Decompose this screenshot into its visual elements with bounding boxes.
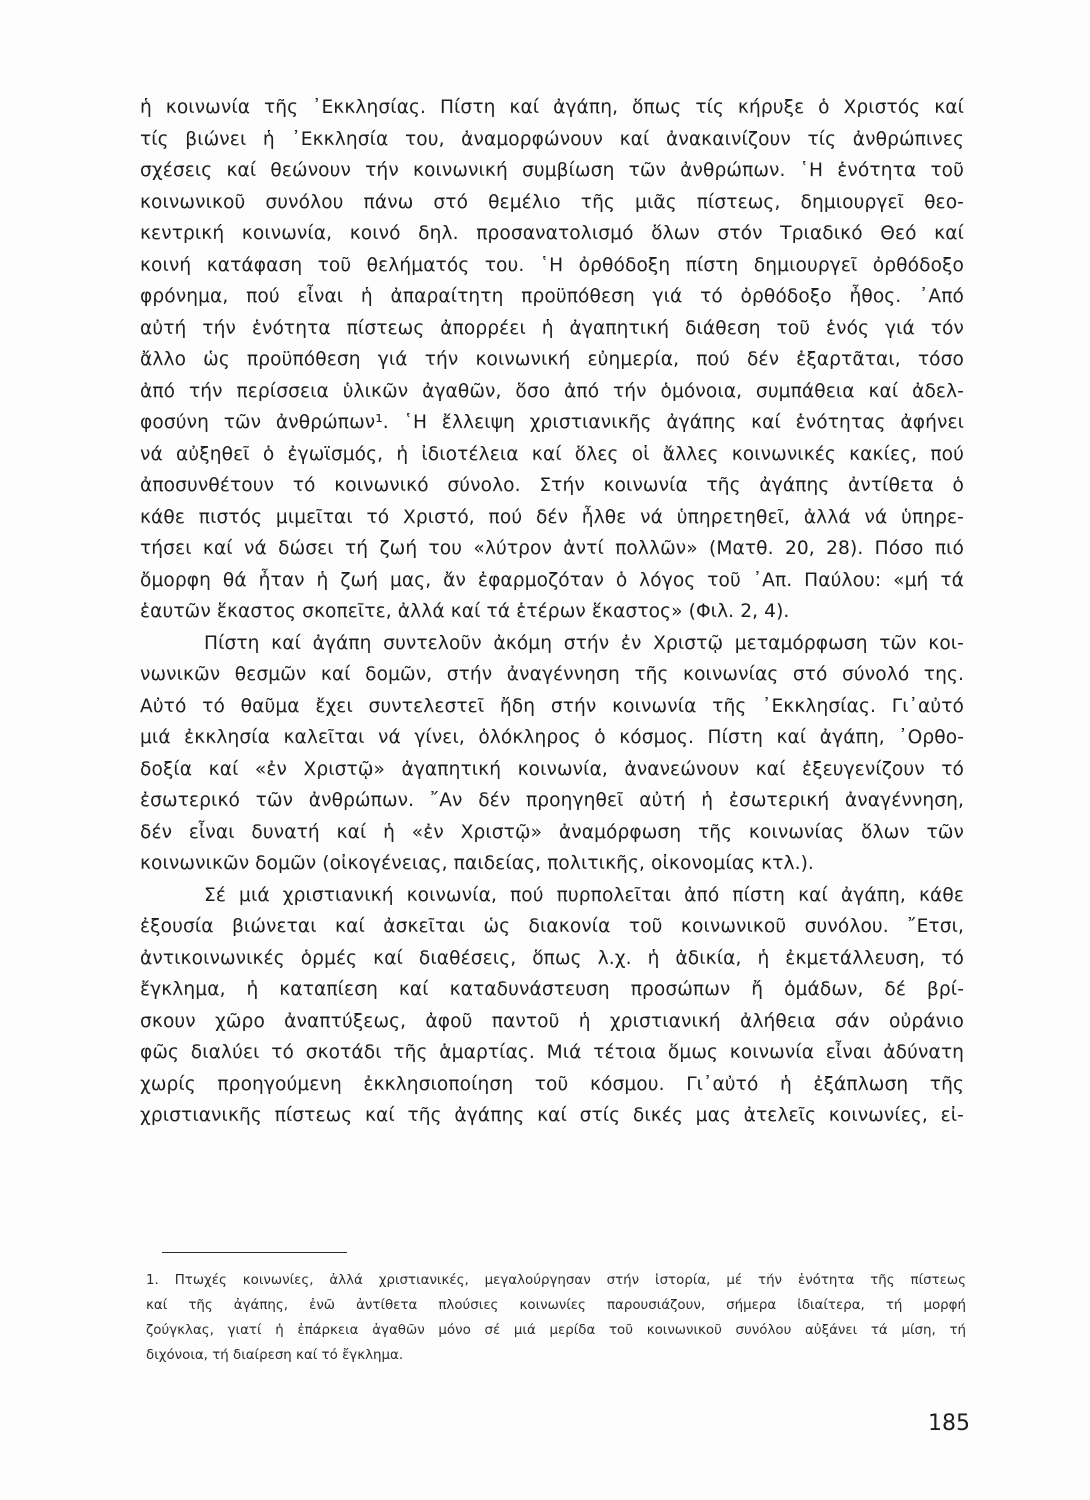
footnote-line: διχόνοια, τή διαίρεση καί τό ἔγκλημα. xyxy=(146,1348,404,1363)
text-line: ἀπό τήν περίσσεια ὑλικῶν ἀγαθῶν, ὅσο ἀπό τήν ὁμόνοια, συμπάθεια καί ἀδελ- xyxy=(140,380,964,402)
text-line: τίς βιώνει ἡ ᾿Εκκλησία του, ἀναμορφώνουν καί ἀνακαινίζουν τίς ἀνθρώπινες xyxy=(140,128,964,150)
page-number: 185 xyxy=(928,1411,970,1436)
text-line: σκουν χῶρο ἀναπτύξεως, ἀφοῦ παντοῦ ἡ χριστιανική ἀλήθεια σάν οὐράνιο xyxy=(140,1010,964,1032)
footnote-block xyxy=(146,1268,966,1368)
text-line: νά αὐξηθεῖ ὁ ἐγωϊσμός, ἡ ἰδιοτέλεια καί ὅλες οἱ ἄλλες κοινωνικές κακίες, πού xyxy=(140,443,964,465)
text-line: ὄμορφη θά ἦταν ἡ ζωή μας, ἄν ἐφαρμοζόταν ὁ λόγος τοῦ ᾿Απ. Παύλου: «μή τά xyxy=(140,569,964,591)
text-line: χωρίς προηγούμενη ἐκκλησιοποίηση τοῦ κόσμου. Γι᾿αὐτό ἡ ἐξάπλωση τῆς xyxy=(140,1073,964,1095)
text-line: κάθε πιστός μιμεῖται τό Χριστό, πού δέν ἦλθε νά ὑπηρετηθεῖ, ἀλλά νά ὑπηρε- xyxy=(140,506,964,528)
text-line: ἔγκλημα, ἡ καταπίεση καί καταδυνάστευση προσώπων ἤ ὁμάδων, δέ βρί- xyxy=(140,979,964,1000)
text-line: χριστιανικῆς πίστεως καί τῆς ἀγάπης καί στίς δικές μας ἀτελεῖς κοινωνίες, εἰ- xyxy=(140,1105,964,1126)
main-text-block xyxy=(140,92,964,1132)
text-line: αὐτή τήν ἑνότητα πίστεως ἀπορρέει ἡ ἀγαπητική διάθεση τοῦ ἑνός γιά τόν xyxy=(140,317,964,339)
footnote-line: καί τῆς ἀγάπης, ἐνῶ ἀντίθετα πλούσιες κοινωνίες παρουσιάζουν, σήμερα ἰδιαίτερα, τή μορφή xyxy=(146,1298,966,1313)
text-line: κοινή κατάφαση τοῦ θελήματός του. ῾Η ὀρθόδοξη πίστη δημιουργεῖ ὀρθόδοξο xyxy=(140,254,964,276)
text-line: τήσει καί νά δώσει τή ζωή του «λύτρον ἀντί πολλῶν» (Ματθ. 20, 28). Πόσο πιό xyxy=(140,538,964,559)
text-line: φῶς διαλύει τό σκοτάδι τῆς ἁμαρτίας. Μιά τέτοια ὅμως κοινωνία εἶναι ἀδύνατη xyxy=(140,1042,964,1063)
text-line: δέν εἶναι δυνατή καί ἡ «ἐν Χριστῷ» ἀναμόρφωση τῆς κοινωνίας ὅλων τῶν xyxy=(140,821,964,843)
text-line: ἑαυτῶν ἕκαστος σκοπεῖτε, ἀλλά καί τά ἑτέρων ἕκαστος» (Φιλ. 2, 4). xyxy=(140,601,790,622)
footnote-divider xyxy=(162,1252,347,1253)
paragraph-start-line: Σέ μιά χριστιανική κοινωνία, πού πυρπολεῖται ἀπό πίστη καί ἀγάπη, κάθε xyxy=(204,884,964,906)
text-line: φρόνημα, πού εἶναι ἡ ἀπαραίτητη προϋπόθεση γιά τό ὀρθόδοξο ἦθος. ᾿Από xyxy=(140,286,964,307)
text-line: νωνικῶν θεσμῶν καί δομῶν, στήν ἀναγέννηση τῆς κοινωνίας στό σύνολό της. xyxy=(140,664,964,685)
text-line: κοινωνικῶν δομῶν (οἰκογένειας, παιδείας, πολιτικῆς, οἰκονομίας κτλ.). xyxy=(140,853,814,874)
text-line: μιά ἐκκλησία καλεῖται νά γίνει, ὁλόκληρος ὁ κόσμος. Πίστη καί ἀγάπη, ᾿Ορθο- xyxy=(140,727,964,748)
footnote-line: ζούγκλας, γιατί ἡ ἐπάρκεια ἀγαθῶν μόνο σέ μιά μερίδα τοῦ κοινωνικοῦ συνόλου αὐξάνει τά μίση, τή xyxy=(146,1323,966,1338)
text-line: δοξία καί «ἐν Χριστῷ» ἀγαπητική κοινωνία, ἀνανεώνουν καί ἐξευγενίζουν τό xyxy=(140,758,964,780)
text-line: Αὐτό τό θαῦμα ἔχει συντελεστεῖ ἤδη στήν κοινωνία τῆς ᾿Εκκλησίας. Γι᾿αὐτό xyxy=(140,695,964,717)
text-line: ἐσωτερικό τῶν ἀνθρώπων. ῎Αν δέν προηγηθεῖ αὐτή ἡ ἐσωτερική ἀναγέννηση, xyxy=(140,790,964,811)
text-line: φοσύνη τῶν ἀνθρώπων¹. ῾Η ἔλλειψη χριστιανικῆς ἀγάπης καί ἑνότητας ἀφήνει xyxy=(140,412,964,433)
text-line: σχέσεις καί θεώνουν τήν κοινωνική συμβίωση τῶν ἀνθρώπων. ῾Η ἑνότητα τοῦ xyxy=(140,160,964,181)
text-line: κοινωνικοῦ συνόλου πάνω στό θεμέλιο τῆς μιᾶς πίστεως, δημιουργεῖ θεο- xyxy=(140,191,964,213)
text-line: ἡ κοινωνία τῆς ᾿Εκκλησίας. Πίστη καί ἀγάπη, ὅπως τίς κήρυξε ὁ Χριστός καί xyxy=(140,97,964,118)
text-line: ἀποσυνθέτουν τό κοινωνικό σύνολο. Στήν κοινωνία τῆς ἀγάπης ἀντίθετα ὁ xyxy=(140,475,964,496)
text-line: ἄλλο ὡς προϋπόθεση γιά τήν κοινωνική εὐημερία, πού δέν ἐξαρτᾶται, τόσο xyxy=(140,349,964,370)
footnote-line: 1. Πτωχές κοινωνίες, ἀλλά χριστιανικές, μεγαλούργησαν στήν ἱστορία, μέ τήν ἑνότητα τῆς πίστεως xyxy=(146,1273,966,1288)
text-line: ἐξουσία βιώνεται καί ἀσκεῖται ὡς διακονία τοῦ κοινωνικοῦ συνόλου. ῎Ετσι, xyxy=(140,916,964,937)
text-line: κεντρική κοινωνία, κοινό δηλ. προσανατολισμό ὅλων στόν Τριαδικό Θεό καί xyxy=(140,223,964,244)
text-line: ἀντικοινωνικές ὁρμές καί διαθέσεις, ὅπως λ.χ. ἡ ἀδικία, ἡ ἐκμετάλλευση, τό xyxy=(140,947,964,969)
paragraph-start-line: Πίστη καί ἀγάπη συντελοῦν ἀκόμη στήν ἐν Χριστῷ μεταμόρφωση τῶν κοι- xyxy=(204,632,964,654)
